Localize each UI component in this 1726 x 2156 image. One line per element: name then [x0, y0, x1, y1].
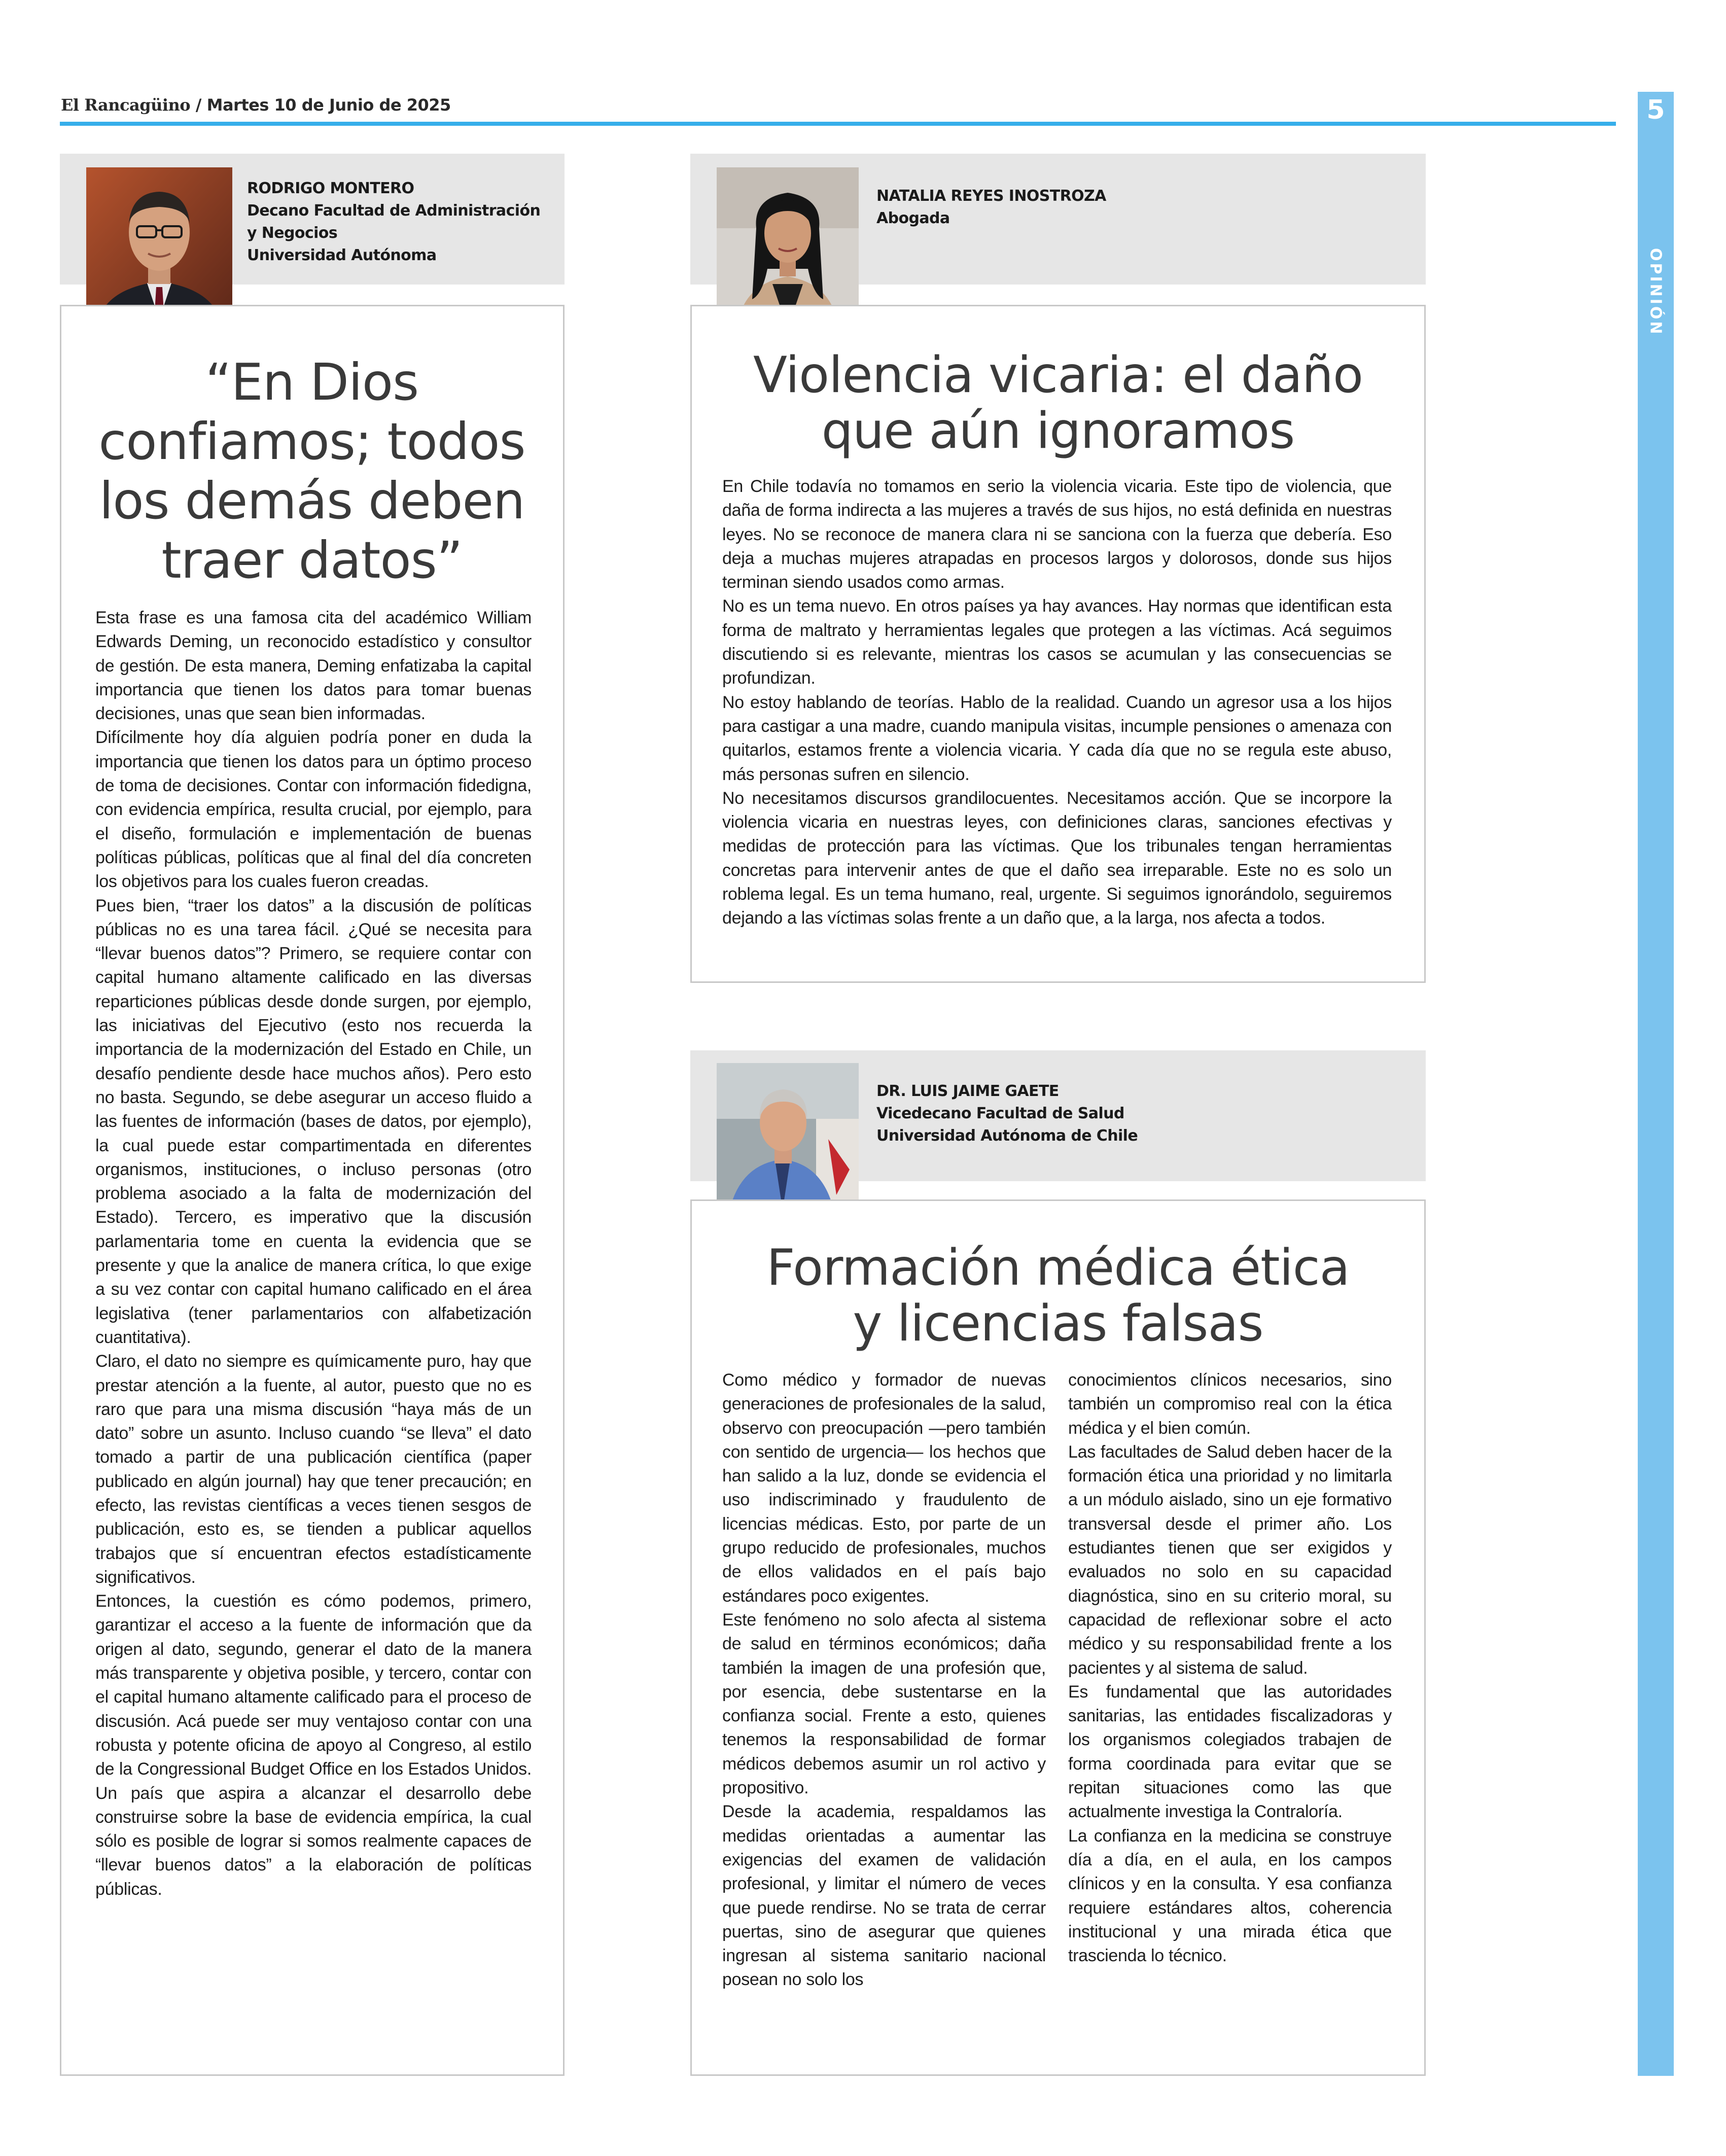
author-credit-1 [247, 178, 540, 267]
paragraph: No necesitamos discursos grandilocuentes. Necesitamos acción. Que se incorpore la violencia vicaria en nuestras leyes, con definiciones claras, sanciones efectivas y medidas de protección para las víctimas. Que los tribunales tengan herramientas concretas para intervenir antes de que el daño sea irreparable. Este no es solo un roblema legal. Es un tema humano, real, urgente. Si seguimos ignorándolo, seguiremos dejando a las víctimas solas frente a un daño que, a la larga, nos afecta a todos. [722, 788, 1392, 928]
section-label: OPINIÓN [1646, 248, 1665, 336]
title-line: traer datos” [161, 531, 463, 590]
column-right [1068, 1368, 1392, 1992]
paragraph: Entonces, la cuestión es cómo podemos, primero, garantizar el acceso a la fuente de información que da origen al dato, segundo, generar el dato de la manera más transparente y objetiva posible, y tercero, contar con el capital humano altamente calificado para el proceso de discusión. Acá puede ser muy ventajoso contar con una robusta y potente oficina de apoyo al Congreso, al estilo de la Congressional Budget Office en los Estados Unidos. Un país que aspira a alcanzar el desarrollo debe construirse sobre la base de evidencia empírica, la cual sólo es posible de lograr si somos realmente capaces de “llevar buenos datos” a la elaboración de políticas públicas. [95, 1592, 532, 1899]
article-body-1 [95, 606, 532, 1901]
author-role: Abogada [876, 209, 950, 227]
paragraph: Pues bien, “traer los datos” a la discusión de políticas públicas no es una tarea fácil. ¿Qué se necesita para “llevar buenos datos”? Primero, se requiere contar con capital humano altamente calificado en las diversas reparticiones públicas desde donde surgen, por ejemplo, las iniciativas del Ejecutivo (esto nos recuerda la importancia de la modernización del Estado en Chile, un desafío pendiente desde hace muchos años). Pero esto no basta. Segundo, se debe asegurar un acceso fluido a las fuentes de información (bases de datos, por ejemplo), la cual puede estar compartimentada en diferentes organismos, instituciones, o incluso personas (otro problema asociado a la falta de modernización del Estado). Tercero, es imperativo que la discusión parlamentaria tome en cuenta la evidencia que se presente y que la analice de manera crítica, lo que exige a su vez contar con capital humano calificado en el área legislativa (tener parlamentarios con alfabetización cuantitativa). [95, 896, 532, 1347]
masthead [61, 95, 451, 115]
article-body-2 [722, 475, 1392, 931]
author-credit-3 [876, 1080, 1138, 1147]
article-title-3 [710, 1240, 1406, 1352]
paragraph: Claro, el dato no siempre es químicamente puro, hay que prestar atención a la fuente, al autor, puesto que no es raro que para una misma discusión “haya más de un dato” sobre un asunto. Incluso cuando “se lleva” el dato tomado a partir de una publicación científica (paper publicado en algún journal) hay que tener precaución; en efecto, las revistas científicas a veces tienen sesgos de publicación, esto es, se tienden a publicar aquellos trabajos que sí encuentran efectos estadísticamente significativos. [95, 1352, 532, 1587]
author-role: Decano Facultad de Administración [247, 202, 541, 220]
paragraph: La confianza en la medicina se construye día a día, en el aula, en los campos clínicos y en la consulta. Y esa confianza requiere estándares altos, coherencia institucional y una mirada ética que trascienda lo técnico. [1068, 1826, 1392, 1966]
section-sidebar [1638, 92, 1674, 2076]
article-body-3 [722, 1368, 1392, 1992]
title-line: confiamos; todos [98, 412, 525, 471]
paper-name: El Rancagüino [61, 95, 191, 115]
author-role: Vicedecano Facultad de Salud [876, 1105, 1124, 1122]
author-role: y Negocios [247, 224, 338, 242]
paragraph: Es fundamental que las autoridades sanitarias, las entidades fiscalizadoras y los organismos colegiados trabajen de forma coordinada para evitar que se repitan situaciones como las que actualmente investiga la Contraloría. [1068, 1682, 1392, 1822]
title-line: Formación médica ética [766, 1239, 1350, 1297]
issue-date: Martes 10 de Junio de 2025 [206, 95, 451, 115]
paragraph: No es un tema nuevo. En otros países ya hay avances. Hay normas que identifican esta forma de maltrato y herramientas legales que protegen a las víctimas. Acá seguimos discutiendo si es relevante, mientras los casos se acumulan y las consecuencias se profundizan. [722, 596, 1392, 688]
author-affiliation: Universidad Autónoma [247, 246, 437, 264]
masthead-separator: / [195, 95, 201, 115]
title-line: “En Dios [205, 352, 419, 412]
title-line: los demás deben [99, 471, 525, 531]
paragraph: Como médico y formador de nuevas generaciones de profesionales de la salud, observo con preocupación —pero también con sentido de urgencia— los hechos que han salido a la luz, donde se evidencia el uso indiscriminado y fraudulento de licencias médicas. Esto, por parte de un grupo reducido de profesionales, muchos de ellos validados en el país bajo estándares poco exigentes. [722, 1370, 1046, 1606]
title-line: Violencia vicaria: el daño [753, 346, 1363, 404]
column-left [722, 1368, 1046, 1992]
title-line: que aún ignoramos [821, 402, 1295, 460]
page-number: 5 [1646, 95, 1665, 125]
article-title-1 [71, 352, 553, 590]
author-credit-2 [876, 185, 1106, 230]
author-name: NATALIA REYES INOSTROZA [876, 187, 1106, 205]
paragraph: conocimientos clínicos necesarios, sino también un compromiso real con la ética médica y el bien común. [1068, 1370, 1392, 1438]
author-name: RODRIGO MONTERO [247, 180, 414, 197]
author-name: DR. LUIS JAIME GAETE [876, 1082, 1059, 1100]
paragraph: Difícilmente hoy día alguien podría poner en duda la importancia que tienen los datos para un óptimo proceso de toma de decisiones. Contar con información fidedigna, con evidencia empírica, resulta crucial, por ejemplo, para el diseño, formulación e implementación de buenas políticas públicas, políticas que al final del día concreten los objetivos para los cuales fueron creadas. [95, 728, 532, 892]
article-title-2 [710, 347, 1406, 459]
header-rule [60, 122, 1616, 126]
paragraph: Este fenómeno no solo afecta al sistema de salud en términos económicos; daña también la imagen de una profesión que, por esencia, debe sustentarse en la confianza social. Frente a esto, quienes tenemos la responsabilidad de formar médicos debemos asumir un rol activo y propositivo. [722, 1610, 1046, 1798]
paragraph: No estoy hablando de teorías. Hablo de la realidad. Cuando un agresor usa a los hijos para castigar a una madre, cuando manipula visitas, incumple pensiones o amenaza con quitarlos, estamos frente a violencia vicaria. Y cada día que no se regula este abuso, más personas sufren en silencio. [722, 692, 1392, 784]
author-affiliation: Universidad Autónoma de Chile [876, 1127, 1138, 1145]
paragraph: Esta frase es una famosa cita del académico William Edwards Deming, un reconocido estadístico y consultor de gestión. De esta manera, Deming enfatizaba la capital importancia que tienen los datos para tomar buenas decisiones, unas que sean bien informadas. [95, 608, 532, 724]
title-line: y licencias falsas [853, 1295, 1263, 1353]
paragraph: Desde la academia, respaldamos las medidas orientadas a aumentar las exigencias del examen de validación profesional, y limitar el número de veces que puede rendirse. No se trata de cerrar puertas, sino de asegurar que quienes ingresan al sistema sanitario nacional posean no solo los [722, 1802, 1046, 1990]
paragraph: En Chile todavía no tomamos en serio la violencia vicaria. Este tipo de violencia, que daña de forma indirecta a las mujeres a través de sus hijos, no está definida en nuestras leyes. No se reconoce de manera clara ni se sanciona con la fuerza que debería. Eso deja a muchas mujeres atrapadas en procesos largos y dolorosos, donde sus hijos terminan siendo usados como armas. [722, 477, 1392, 592]
paragraph: Las facultades de Salud deben hacer de la formación ética una prioridad y no limitarla a un módulo aislado, sino un eje formativo transversal desde el primer año. Los estudiantes tienen que ser exigidos y evaluados no solo en su capacidad diagnóstica, sino en su criterio moral, su capacidad de reflexionar sobre el acto médico y su responsabilidad frente a los pacientes y al sistema de salud. [1068, 1442, 1392, 1678]
